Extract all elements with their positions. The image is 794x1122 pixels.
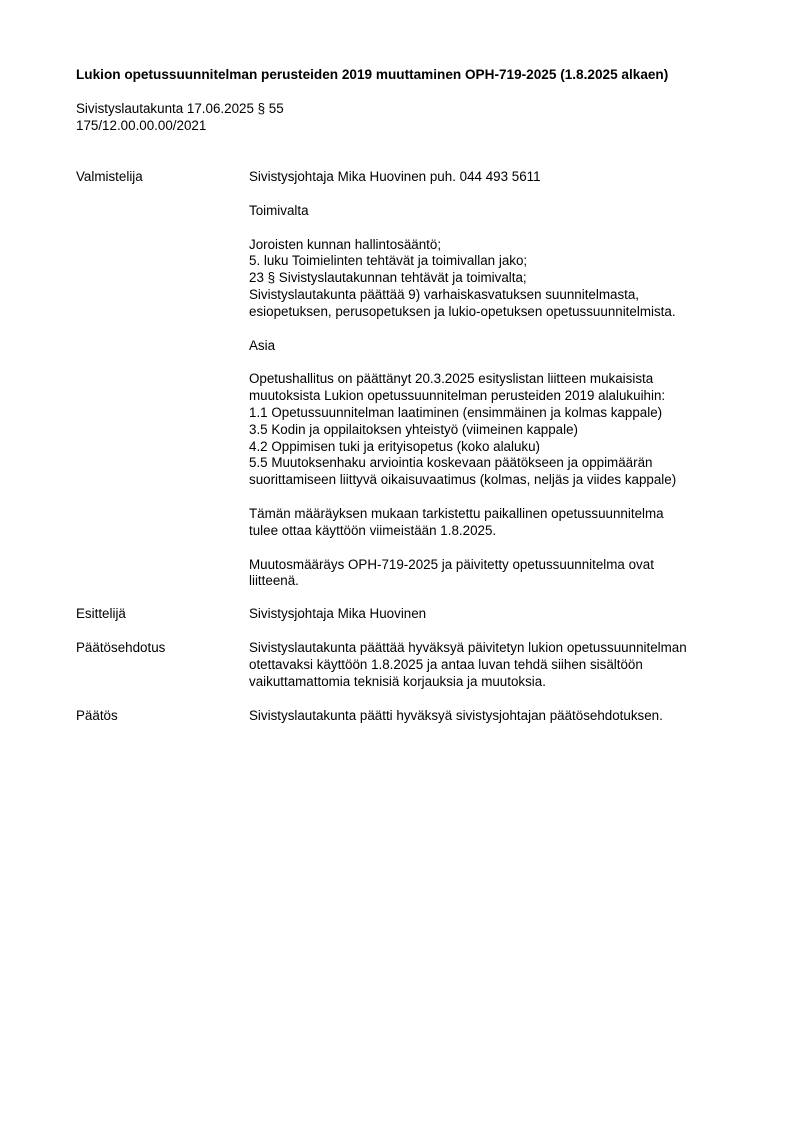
asia-line: 3.5 Kodin ja oppilaitoksen yhteistyö (viimeinen kappale)	[249, 421, 579, 437]
attachment-line: liitteenä.	[249, 573, 299, 589]
toimivalta-line: Joroisten kunnan hallintosääntö;	[249, 236, 442, 252]
deadline-line: tulee ottaa käyttöön viimeistään 1.8.2025.	[249, 522, 497, 538]
toimivalta-line: 23 § Sivistyslautakunnan tehtävät ja toimivalta;	[249, 270, 527, 286]
proposal-line: otettavaksi käyttöön 1.8.2025 ja antaa luvan tehdä siihen sisältöön	[249, 656, 643, 672]
asia-block	[249, 371, 749, 489]
toimivalta-line: 5. luku Toimielinten tehtävät ja toimivallan jako;	[249, 253, 528, 269]
asia-line: suorittamiseen liittyvä oikaisuvaatimus (kolmas, neljäs ja viides kappale)	[249, 472, 677, 488]
asia-line: muutoksista Lukion opetussuunnitelman perusteiden 2019 alalukuihin:	[249, 388, 666, 404]
document-title: Lukion opetussuunnitelman perusteiden 2019 muuttaminen OPH-719-2025 (1.8.2025 alkaen)	[76, 67, 669, 82]
toimivalta-line: esiopetuksen, perusopetuksen ja lukio-opetuksen opetussuunnitelmista.	[249, 303, 676, 319]
meeting-meta	[76, 101, 284, 135]
asia-line: Opetushallitus on päättänyt 20.3.2025 esityslistan liitteen mukaisista	[249, 371, 654, 387]
paatos-content	[249, 708, 749, 725]
asia-line: 1.1 Opetussuunnitelman laatiminen (ensimmäinen ja kolmas kappale)	[249, 404, 663, 420]
toimivalta-line: Sivistyslautakunta päättää 9) varhaiskasvatuksen suunnitelmasta,	[249, 286, 640, 302]
meeting-reference: Sivistyslautakunta 17.06.2025 § 55	[76, 101, 284, 116]
attachment-block	[249, 557, 749, 591]
presenter: Sivistysjohtaja Mika Huovinen	[249, 606, 427, 621]
deadline-block	[249, 506, 749, 540]
esittelija-content	[249, 606, 749, 623]
attachment-line: Muutosmääräys OPH-719-2025 ja päivitetty opetussuunnitelma ovat	[249, 556, 654, 572]
label-valmistelija: Valmistelija	[76, 169, 143, 184]
heading-asia: Asia	[249, 337, 276, 353]
heading-toimivalta: Toimivalta	[249, 202, 309, 218]
paatosehdotus-content	[249, 640, 749, 690]
preparer: Sivistysjohtaja Mika Huovinen puh. 044 493 5611	[249, 169, 541, 184]
label-paatos: Päätös	[76, 708, 118, 723]
toimivalta-block	[249, 237, 749, 321]
asia-line: 5.5 Muutoksenhaku arviointia koskevaan päätökseen ja oppimäärän	[249, 455, 653, 471]
label-esittelija: Esittelijä	[76, 606, 126, 621]
proposal-line: Sivistyslautakunta päättää hyväksyä päivitetyn lukion opetussuunnitelman	[249, 640, 687, 655]
label-paatosehdotus: Päätösehdotus	[76, 640, 166, 655]
deadline-line: Tämän määräyksen mukaan tarkistettu paikallinen opetussuunnitelma	[249, 505, 664, 521]
decision: Sivistyslautakunta päätti hyväksyä sivistysjohtajan päätösehdotuksen.	[249, 708, 663, 723]
valmistelija-content	[249, 169, 749, 607]
proposal-line: vaikuttamattomia teknisiä korjauksia ja muutoksia.	[249, 673, 546, 689]
asia-line: 4.2 Oppimisen tuki ja erityisopetus (koko alaluku)	[249, 438, 541, 454]
record-number: 175/12.00.00.00/2021	[76, 117, 207, 133]
